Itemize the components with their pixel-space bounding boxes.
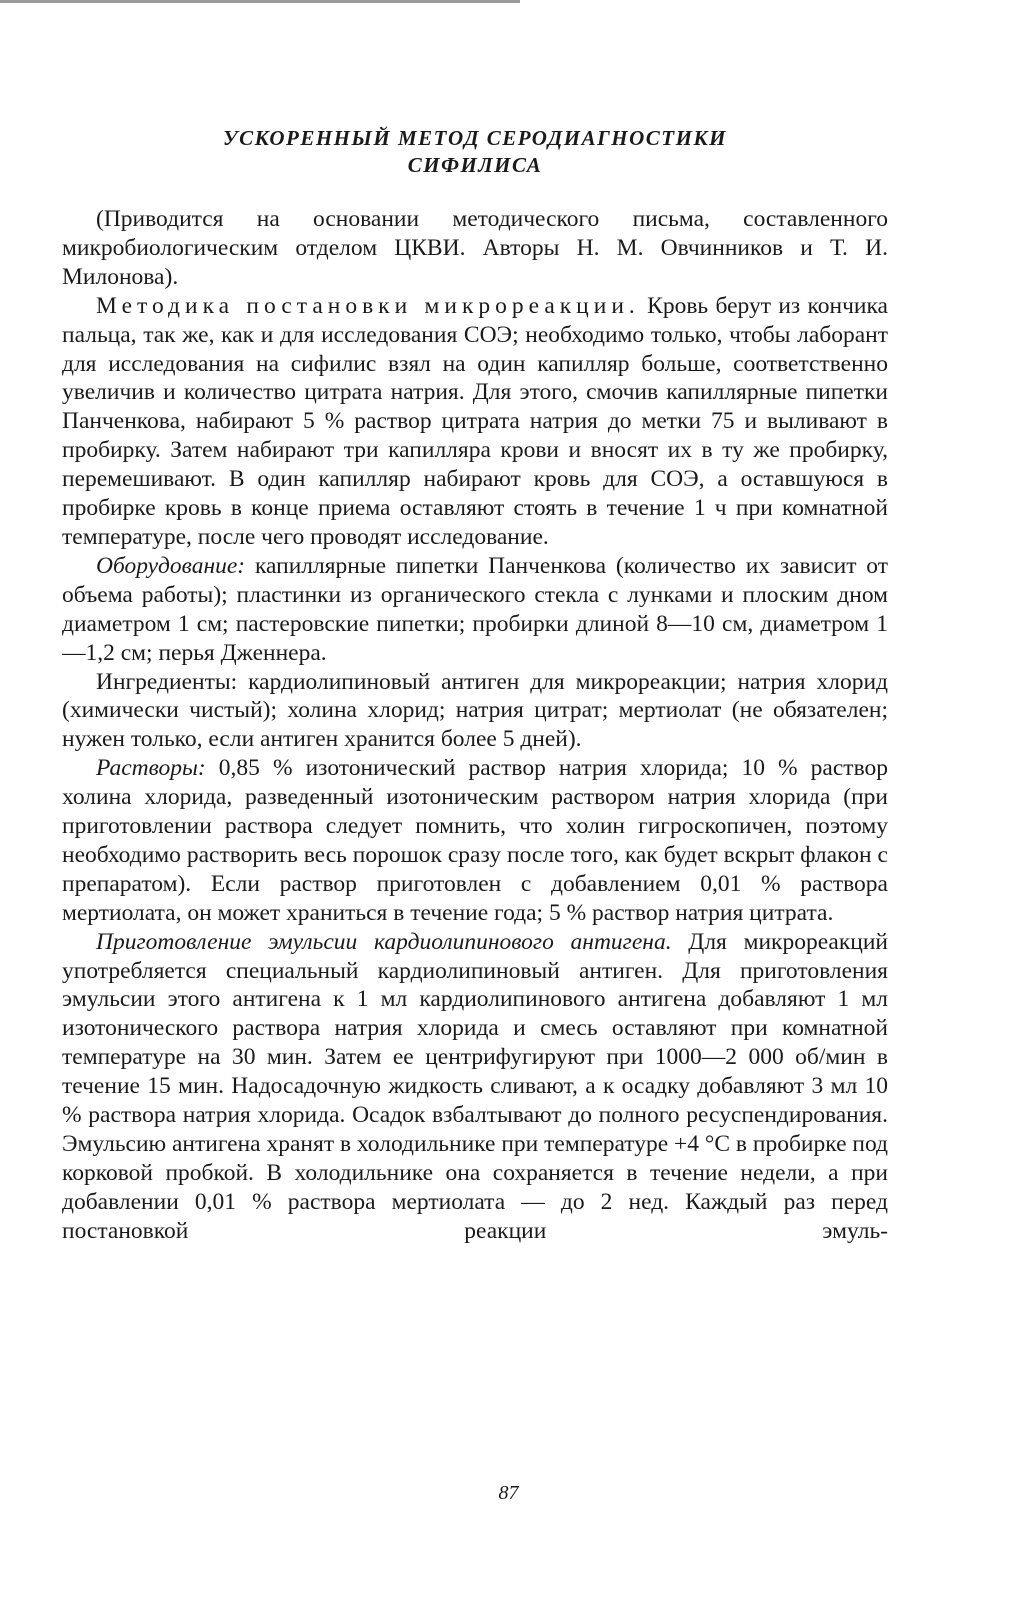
page-content: [62, 125, 888, 1246]
intro-paragraph: (Приводится на основании методического письма, составленного микробиологическим отделом ЦКВИ. Авторы Н. М. Овчинников и Т. И. Милонова).: [62, 206, 888, 290]
emulsion-heading: Приготовление эмульсии кардиолипинового антигена.: [96, 928, 672, 955]
equipment-paragraph: [62, 552, 888, 668]
page-title: [62, 125, 888, 179]
solutions-text: 0,85 % изотонический раствор натрия хлорида; 10 % раствор холина хлорида, разведенный изотоническим раствором натрия хлорида (при приготовлении раствора следует помнить, что холин гигроскопичен, поэтому необходимо растворить весь порошок сразу после того, как будет вскрыт флакон с препаратом). Если раствор приготовлен с добавлением 0,01 % раствора мертиолата, он может храниться в течение года; 5 % раствор натрия цитрата.: [62, 755, 888, 926]
title-line-1: УСКОРЕННЫЙ МЕТОД СЕРОДИАГНОСТИКИ: [222, 126, 728, 150]
solutions-paragraph: [62, 754, 888, 927]
solutions-heading: Растворы:: [96, 755, 206, 782]
equipment-text: капиллярные пипетки Панченкова (количество их зависит от объема работы); пластинки из органического стекла с лунками и плоским дном диаметром 1 см; пастеровские пипетки; пробирки длиной 8—10 см, диаметром 1—1,2 см; перья Дженнера.: [62, 552, 889, 666]
title-line-2: СИФИЛИСА: [407, 153, 543, 177]
page-number: 87: [498, 1482, 519, 1504]
methodology-text: Кровь берут из кончика пальца, так же, как и для исследования СОЭ; необходимо только, чтобы лаборант для исследования на сифилис взял на один капилляр больше, соответственно увеличив и количество цитрата натрия. Для этого, смочив капиллярные пипетки Панченкова, набирают 5 % раствор цитрата натрия до метки 75 и выливают в пробирку. Затем набирают три капилляра крови и вносят их в ту же пробирку, перемешивают. В один капилляр набирают кровь для СОЭ, а оставшуюся в пробирке кровь в конце приема оставляют стоять в течение 1 ч при комнатной температуре, после чего проводят исследование.: [62, 292, 888, 550]
equipment-heading: Оборудование:: [96, 552, 246, 579]
top-border-line: [0, 0, 520, 3]
methodology-heading: Методика постановки микрореакции.: [96, 292, 640, 319]
emulsion-paragraph: [62, 928, 888, 1246]
emulsion-text: Для микрореакций употребляется специальный кардиолипиновый антиген. Для приготовления эмульсии этого антигена к 1 мл кардиолипинового антигена добавляют 1 мл изотонического раствора натрия хлорида и смесь оставляют при комнатной температуре на 30 мин. Затем ее центрифугируют при 1000—2 000 об/мин в течение 15 мин. Надосадочную жидкость сливают, а к осадку добавляют 3 мл 10 % раствора натрия хлорида. Осадок взбалтывают до полного ресуспендирования. Эмульсию антигена хранят в холодильнике при температуре +4 °С в пробирке под корковой пробкой. В холодильнике она сохраняется в течение недели, а при добавлении 0,01 % раствора мертиолата — до 2 нед. Каждый раз перед постановкой реакции эмуль-: [62, 928, 888, 1244]
ingredients-paragraph: Ингредиенты: кардиолипиновый антиген для микрореакции; натрия хлорид (химически чистый); холина хлорид; натрия цитрат; мертиолат (не обязателен; нужен только, если антиген хранится более 5 дней).: [62, 668, 888, 753]
methodology-paragraph: [62, 292, 888, 552]
